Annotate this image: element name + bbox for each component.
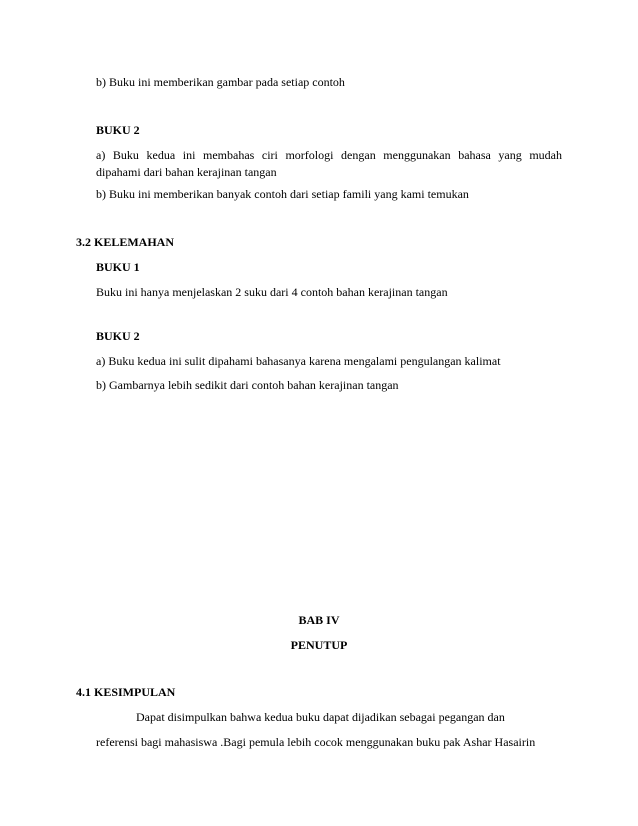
chapter-title: BAB IV — [298, 613, 340, 627]
kelebihan-buku2-point-b: b) Buku ini memberikan banyak contoh dari setiap famili yang kami temukan — [96, 187, 469, 201]
kelemahan-buku1-text: Buku ini hanya menjelaskan 2 suku dari 4 contoh bahan kerajinan tangan — [96, 285, 448, 299]
kelemahan-buku2-heading: BUKU 2 — [96, 329, 140, 343]
kelemahan-heading: 3.2 KELEMAHAN — [76, 235, 175, 249]
chapter-subtitle: PENUTUP — [290, 638, 348, 652]
buku1-point-b: b) Buku ini memberikan gambar pada setiap contoh — [96, 75, 345, 89]
kesimpulan-heading: 4.1 KESIMPULAN — [76, 685, 176, 699]
kelebihan-buku2-heading: BUKU 2 — [96, 123, 140, 137]
kelemahan-buku2-point-b: b) Gambarnya lebih sedikit dari contoh bahan kerajinan tangan — [96, 378, 399, 392]
kelemahan-buku2-point-a: a) Buku kedua ini sulit dipahami bahasanya karena mengalami pengulangan kalimat — [96, 354, 501, 368]
kelemahan-buku1-heading: BUKU 1 — [96, 260, 140, 274]
kesimpulan-line2: referensi bagi mahasiswa .Bagi pemula lebih cocok menggunakan buku pak Ashar Hasairin — [96, 735, 536, 749]
kelebihan-buku2-point-a-line2: dipahami dari bahan kerajinan tangan — [96, 165, 277, 179]
kelebihan-buku2-point-a-line1: a) Buku kedua ini membahas ciri morfologi dengan menggunakan bahasa yang mudah — [96, 148, 562, 162]
kesimpulan-line1: Dapat disimpulkan bahwa kedua buku dapat dijadikan sebagai pegangan dan — [136, 710, 505, 724]
